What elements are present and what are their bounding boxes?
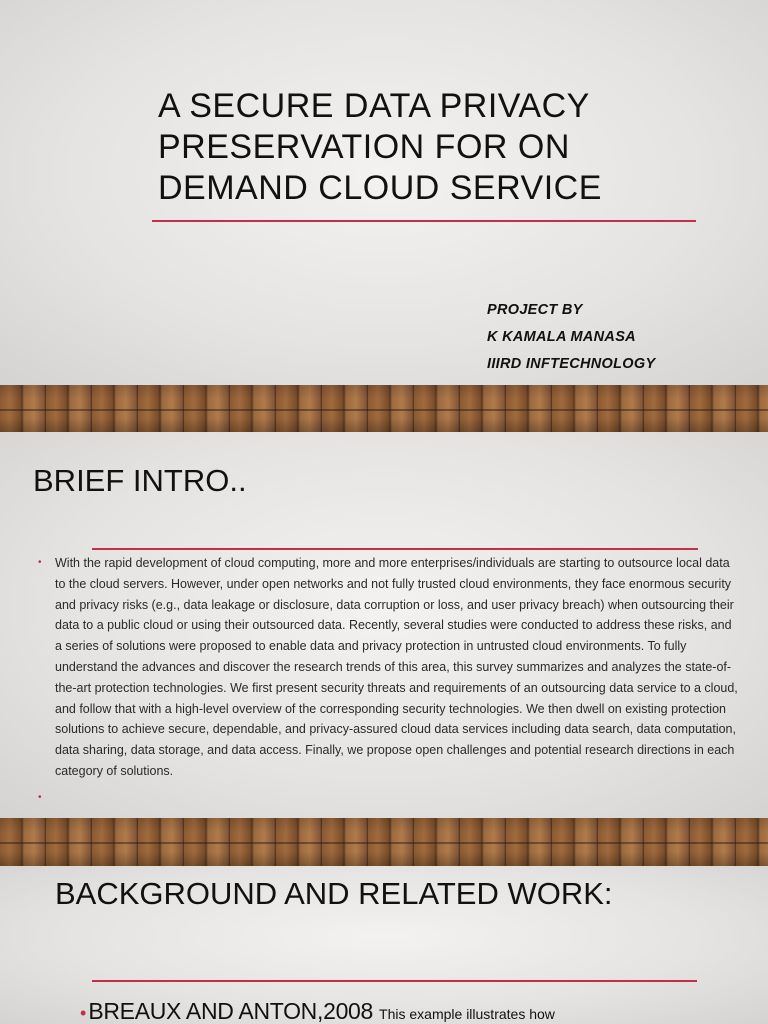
bullet-heading: BREAUX AND ANTON,2008 (88, 998, 374, 1024)
slide-brief-intro (0, 432, 768, 818)
subtitle-line-project-by: PROJECT BY (487, 302, 583, 318)
title-divider-line (152, 220, 696, 222)
intro-paragraph: • With the rapid development of cloud computing, more and more enterprises/individuals are starting to outsource local data to the cloud servers. However, under open networks and not fully trusted cloud environments, they face enormous security and privacy risks (e.g., data leakage or disclosure, data corruption or loss, and user privacy breach) when outsourcing their data to a public cloud or using their outsourced data. Recently, several studies were conducted to address these risks, and a series of solutions were proposed to enable data and privacy protection in untrusted cloud environments. To fully understand the advances and discover the research trends of this area, this survey summarizes and analyzes the state-of-the-art protection technologies. We first present security threats and requirements of an outsourcing data service to a cloud, and follow that with a high-level overview of the corresponding security technologies. We then dwell on existing protection solutions to achieve secure, dependable, and privacy-assured cloud data services including data search, data computation, data sharing, data storage, and data access. Finally, we propose open challenges and potential research directions in each category of solutions. (38, 553, 738, 782)
slide-title (0, 0, 768, 385)
slide-background (0, 866, 768, 1024)
intro-bullet-list (38, 553, 738, 808)
subtitle-block (487, 297, 655, 378)
wood-floor-divider (0, 385, 768, 432)
slide-heading-background: BACKGROUND AND RELATED WORK: (55, 876, 613, 911)
heading-divider-line (92, 548, 698, 550)
empty-bullet (38, 788, 738, 808)
subtitle-line-department: IIIRD INFTECHNOLOGY (487, 356, 656, 372)
wood-floor-divider (0, 818, 768, 866)
slide-title-heading: A SECURE DATA PRIVACY PRESERVATION FOR ON DEMAND CLOUD SERVICE (158, 87, 602, 207)
slide-heading-brief-intro: BRIEF INTRO.. (33, 463, 247, 498)
bullet-dot: • (80, 1003, 87, 1023)
subtitle-line-author: K KAMALA MANASA (487, 329, 636, 345)
bullet-text: This example illustrates how (379, 1006, 555, 1022)
background-bullet (80, 998, 555, 1024)
heading-divider-line (92, 980, 697, 982)
